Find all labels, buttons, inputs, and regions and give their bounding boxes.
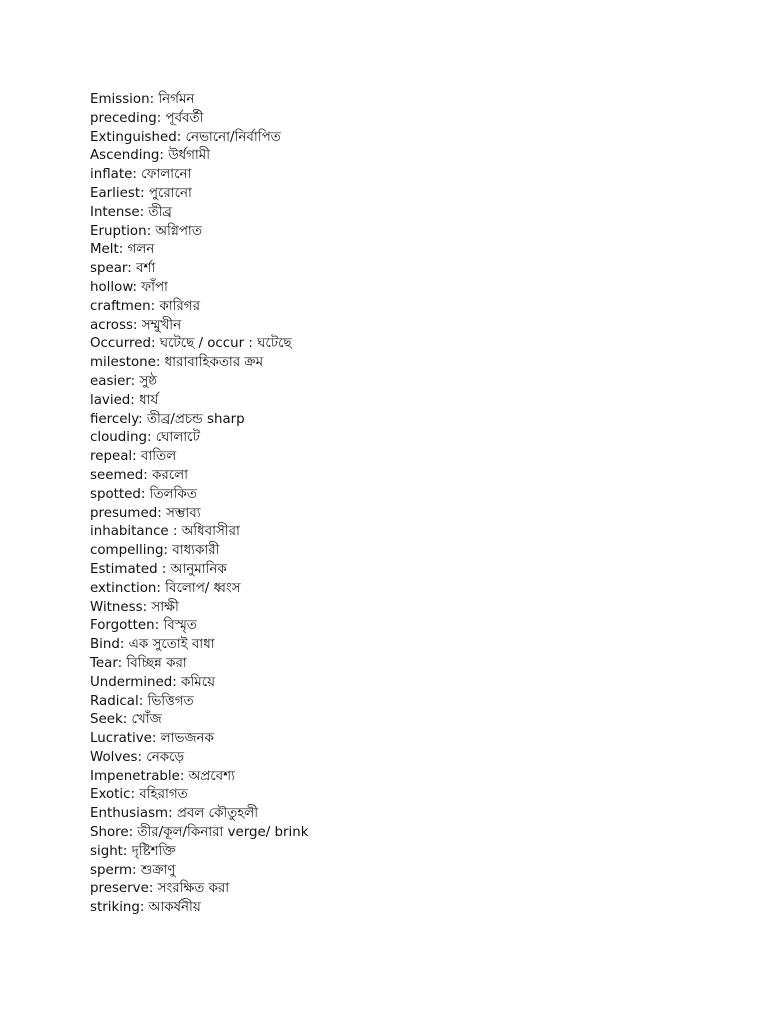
vocab-entry: lavied: ধার্য (90, 392, 159, 408)
vocab-entry: fiercely: তীব্র/প্রচন্ড sharp (90, 411, 245, 427)
vocab-entry: presumed: সম্ভাব্য (90, 505, 201, 521)
vocab-entry: Tear: বিচ্ছিন্ন করা (90, 655, 187, 671)
vocab-entry: across: সম্মুখীন (90, 317, 182, 333)
vocab-entry: preceding: পূর্ববর্তী (90, 110, 204, 126)
vocab-entry: sight: দৃষ্টিশক্তি (90, 843, 176, 859)
vocab-entry: spotted: তিলকিত (90, 486, 197, 502)
vocab-entry: milestone: ধারাবাহিকতার ক্রম (90, 355, 264, 371)
vocab-entry: Enthusiasm: প্রবল কৌতুহলী (90, 806, 259, 822)
vocab-entry: Seek: খোঁজ (90, 712, 162, 728)
vocab-entry: sperm: শুক্রাণু (90, 862, 176, 878)
vocab-entry: Exotic: বহিরাগত (90, 787, 188, 803)
vocab-entry: Melt: গলন (90, 242, 155, 258)
vocab-entry: Estimated : আনুমানিক (90, 561, 227, 577)
vocab-entry: striking: আকর্ষনীয় (90, 900, 201, 916)
vocab-entry: Intense: তীব্র (90, 204, 172, 220)
vocab-entry: clouding: ঘোলাটে (90, 430, 200, 446)
vocab-entry: Shore: তীর/কূল/কিনারা verge/ brink (90, 825, 309, 841)
vocab-entry: inhabitance : অধিবাসীরা (90, 524, 240, 540)
vocab-entry: Earliest: পুরোনো (90, 185, 192, 201)
vocab-entry: Bind: এক সুতোই বাধা (90, 637, 215, 653)
vocab-entry: Undermined: কমিয়ে (90, 674, 215, 690)
vocab-entry: Witness: সাক্ষী (90, 599, 179, 615)
vocab-entry: repeal: বাতিল (90, 449, 177, 465)
vocab-entry: Lucrative: লাভজনক (90, 731, 214, 747)
vocab-entry: Wolves: নেকড়ে (90, 749, 185, 765)
vocab-entry: easier: সুষ্ঠ (90, 373, 157, 389)
vocab-entry: Ascending: উর্ধগামী (90, 148, 211, 164)
vocab-entry: preserve: সংরক্ষিত করা (90, 881, 230, 897)
vocab-entry: Forgotten: বিস্মৃত (90, 618, 197, 634)
vocab-entry: Radical: ভিত্তিগত (90, 693, 194, 709)
vocab-entry: spear: বর্শা (90, 261, 156, 277)
vocab-entry: Occurred: ঘটেছে / occur : ঘটেছে (90, 336, 292, 352)
vocab-entry: inflate: ফোলানো (90, 167, 192, 183)
vocab-entry: Impenetrable: অপ্রবেশ্য (90, 768, 235, 784)
vocab-entry: compelling: বাধ্যকারী (90, 543, 220, 559)
vocab-entry: Eruption: অগ্নিপাত (90, 223, 202, 239)
vocab-entry: extinction: বিলোপ/ ধ্বংস (90, 580, 241, 596)
vocab-entry: craftmen: কারিগর (90, 298, 200, 314)
vocab-entry: hollow: ফাঁপা (90, 279, 168, 295)
vocabulary-list (90, 91, 309, 918)
vocab-entry: Extinguished: নেভানো/নির্বাপিত (90, 129, 281, 145)
vocab-entry: Emission: নির্গমন (90, 92, 195, 107)
vocab-entry: seemed: করলো (90, 467, 188, 483)
